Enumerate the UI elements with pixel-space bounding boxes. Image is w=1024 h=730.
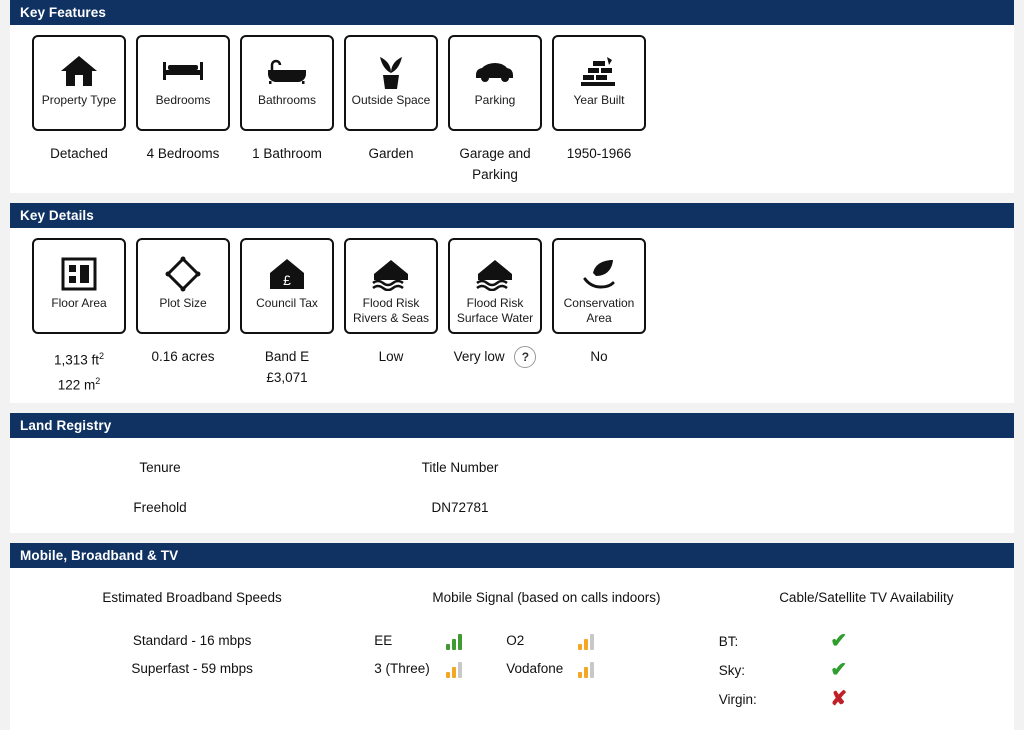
signal-bars-ee [446,632,506,650]
feature-label: Property Type [41,93,117,107]
land-registry-header: Land Registry [10,413,1014,438]
detail-tile [448,238,542,334]
bathtub-icon [264,49,310,93]
tv-row [719,685,1014,714]
feature-label: Year Built [573,93,625,107]
mobile-title: Mobile Signal (based on calls indoors) [432,590,661,605]
key-features-tiles [10,35,1014,185]
connectivity-grid [10,578,1014,728]
flood-house-icon [371,252,411,296]
feature-bathrooms [240,35,334,185]
section-key-features [10,0,1014,193]
detail-label: Plot Size [159,296,207,310]
land-registry-grid [10,448,1014,525]
feature-tile [552,35,646,131]
detail-tile [32,238,126,334]
detail-tile [552,238,646,334]
feature-label: Outside Space [351,93,431,107]
house-icon [59,49,99,93]
section-land-registry [10,413,1014,533]
tv-title: Cable/Satellite TV Availability [779,590,954,605]
detail-value-sup1: 2 [99,351,105,361]
detail-tile [344,238,438,334]
check-icon: ✔ [830,659,848,681]
detail-label: Floor Area [51,296,107,310]
feature-tile [136,35,230,131]
tv-row [719,656,1014,685]
broadband-speed: Superfast - 59 mbps [131,661,253,676]
bed-icon [161,49,205,93]
network-name: EE [374,633,393,648]
network-name: Vodafone [506,661,564,676]
tv-row [719,627,1014,656]
detail-value-line1: Very low [453,349,505,364]
car-icon [472,49,518,93]
feature-tile [344,35,438,131]
land-registry-title-number [310,460,610,515]
floorplan-icon [61,252,97,296]
detail-label: Conservation Area [563,296,635,325]
tv-provider-name: Virgin: [718,692,757,707]
broadband-block [10,590,374,714]
house-pound-icon [268,252,306,296]
feature-value: 1950-1966 [566,146,632,161]
feature-value: Garden [368,146,414,161]
signal-row [374,627,719,655]
mobile-block [374,590,719,714]
feature-label: Bedrooms [155,93,211,107]
bricks-icon [579,49,619,93]
detail-value [231,346,343,388]
broadband-speed: Standard - 16 mbps [132,633,252,648]
feature-value: 4 Bedrooms [146,146,220,161]
feature-tile [32,35,126,131]
tv-block [719,590,1014,714]
mobile-signal-table [374,627,719,683]
detail-value-line1: Band E [264,349,310,364]
detail-label: Flood Risk Surface Water [456,296,534,325]
feature-parking [448,35,542,185]
feature-bedrooms [136,35,230,185]
section-key-details [10,203,1014,403]
detail-value [439,346,551,368]
detail-tile [136,238,230,334]
signal-bars-three [446,660,506,678]
detail-conservation-area [552,238,646,395]
detail-label: Council Tax [256,296,318,310]
key-features-body [10,25,1014,193]
detail-value: Low [378,349,404,364]
land-registry-tenure [10,460,310,515]
detail-tile [240,238,334,334]
feature-label: Bathrooms [257,93,317,107]
detail-floor-area [32,238,126,395]
feature-tile [240,35,334,131]
column-value: Freehold [133,500,187,515]
column-header: Tenure [139,460,181,475]
detail-value: No [590,349,608,364]
land-registry-body [10,438,1014,533]
signal-bars-vodafone [578,660,638,678]
network-name: 3 (Three) [374,661,430,676]
connectivity-header: Mobile, Broadband & TV [10,543,1014,568]
key-details-tiles [10,238,1014,395]
feature-value: 1 Bathroom [252,146,322,161]
feature-value: Garage and Parking [459,146,531,182]
detail-council-tax [240,238,334,395]
key-details-header: Key Details [10,203,1014,228]
section-connectivity [10,543,1014,730]
signal-bars-o2 [578,632,638,650]
feature-year-built [552,35,646,185]
detail-value [23,346,135,395]
help-icon[interactable]: ? [514,346,536,368]
column-value: DN72781 [431,500,489,515]
column-header: Title Number [421,460,499,475]
detail-label: Flood Risk Rivers & Seas [352,296,430,325]
flood-house-icon [475,252,515,296]
feature-tile [448,35,542,131]
potted-plant-icon [374,49,408,93]
detail-value: 0.16 acres [151,349,215,364]
connectivity-body [10,568,1014,730]
feature-value: Detached [50,146,108,161]
check-icon: ✔ [830,630,848,652]
network-name: O2 [506,633,525,648]
key-details-body [10,228,1014,403]
feature-label: Parking [474,93,516,107]
tv-provider-name: BT: [718,634,739,649]
broadband-lines [10,627,374,683]
detail-value-line2: 122 m [57,377,96,392]
detail-value-sup2: 2 [95,375,101,386]
tv-provider-name: Sky: [718,663,745,678]
svg-text:£: £ [283,272,291,288]
cross-icon: ✘ [830,688,848,710]
plot-diamond-icon [165,252,201,296]
feature-property-type [32,35,126,185]
feature-outside-space [344,35,438,185]
detail-plot-size [136,238,230,395]
detail-value-line1: 1,313 ft [53,352,100,368]
key-features-header: Key Features [10,0,1014,25]
detail-flood-risk-rivers-seas [344,238,438,395]
broadband-title: Estimated Broadband Speeds [102,590,282,605]
tv-availability-table [719,627,1014,714]
signal-row [374,655,719,683]
detail-flood-risk-surface-water [448,238,542,395]
conservation-leaf-hand-icon [579,252,619,296]
detail-value-line2: £3,071 [266,370,308,385]
